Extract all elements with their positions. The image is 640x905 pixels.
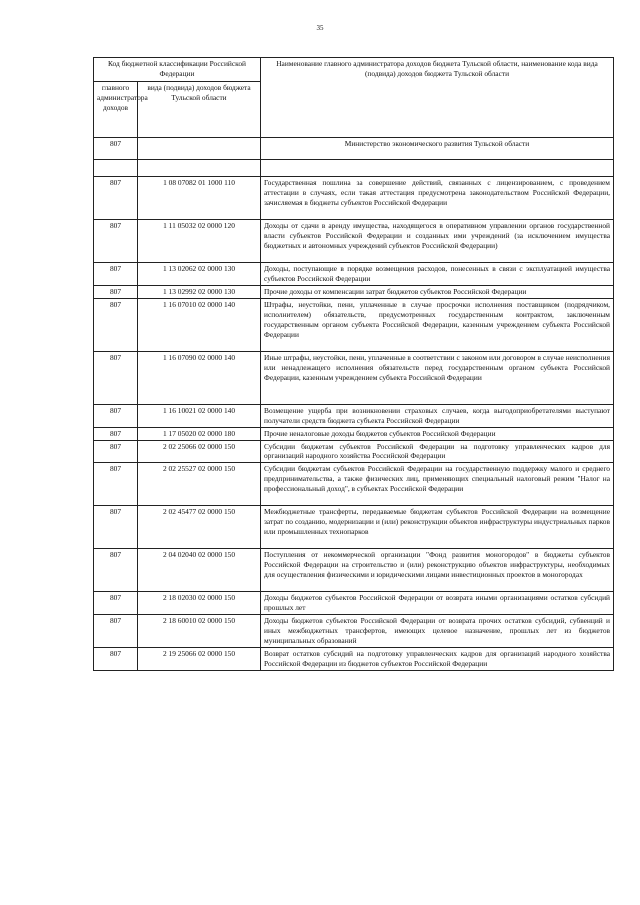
table-row — [94, 177, 614, 220]
revenue-code-cell: 1 08 07082 01 1000 110 — [138, 177, 261, 220]
revenue-code-cell: 2 02 25527 02 0000 150 — [138, 463, 261, 506]
table-row — [94, 647, 614, 670]
table-row — [94, 506, 614, 549]
spacer-row — [94, 160, 614, 177]
revenue-code-cell: 2 19 25066 02 0000 150 — [138, 647, 261, 670]
revenue-name-cell: Межбюджетные трансферты, передаваемые бюджетам субъектов Российской Федерации на возмещение затрат по созданию, модернизации и (или) реконструкции объектов инфраструктуры индустриальных парков или промышленных технопарков — [261, 506, 614, 549]
table-row — [94, 263, 614, 286]
table-row — [94, 592, 614, 615]
table-row — [94, 220, 614, 263]
revenue-name-cell: Государственная пошлина за совершение действий, связанных с лицензированием, с проведением аттестации в случаях, если такая аттестация предусмотрена законодательством Российской Федерации, зачисляемая в бюджеты субъектов Российской Федерации — [261, 177, 614, 220]
revenue-name-cell: Возврат остатков субсидий на подготовку управленческих кадров для организаций народного хозяйства Российской Федерации из бюджетов субъектов Российской Федерации — [261, 647, 614, 670]
revenue-code-cell: 2 18 60010 02 0000 150 — [138, 615, 261, 648]
revenue-name-cell: Штрафы, неустойки, пени, уплаченные в случае просрочки исполнения поставщиком (подрядчиком, исполнителем) обязательств, предусмотренных государственным контрактом, заключенным государственным органом субъекта Российской Федерации, казенным учреждением субъекта Российской Федерации — [261, 298, 614, 351]
revenue-code-cell: 2 18 02030 02 0000 150 — [138, 592, 261, 615]
admin-code-cell: 807 — [94, 592, 138, 615]
revenue-code-cell: 2 02 45477 02 0000 150 — [138, 506, 261, 549]
revenue-name-cell: Доходы бюджетов субъектов Российской Федерации от возврата прочих остатков субсидий, субвенций и иных межбюджетных трансфертов, имеющих целевое назначение, прошлых лет из бюджетов муниципальных образований — [261, 615, 614, 648]
table-row — [94, 298, 614, 351]
revenue-code-cell: 1 11 05032 02 0000 120 — [138, 220, 261, 263]
revenue-code-cell: 1 13 02992 02 0000 130 — [138, 285, 261, 298]
admin-code-cell: 807 — [94, 351, 138, 404]
table-row — [94, 615, 614, 648]
revenue-code-cell: 1 16 10021 02 0000 140 — [138, 404, 261, 427]
admin-code-cell: 807 — [94, 177, 138, 220]
revenue-code-cell: 2 02 25066 02 0000 150 — [138, 440, 261, 463]
table-row — [94, 404, 614, 427]
ministry-name-cell: Министерство экономического развития Тульской области — [261, 138, 614, 160]
table-body — [94, 177, 614, 671]
table-row — [94, 440, 614, 463]
revenue-name-cell: Доходы бюджетов субъектов Российской Федерации от возврата иными организациями остатков субсидий прошлых лет — [261, 592, 614, 615]
table-row — [94, 285, 614, 298]
revenue-code-cell: 1 16 07090 02 0000 140 — [138, 351, 261, 404]
revenue-name-cell: Субсидии бюджетам субъектов Российской Федерации на государственную поддержку малого и среднего предпринимательства, а также физических лиц, применяющих специальный налоговый режим "Налог на профессиональный доход", в субъектах Российской Федерации — [261, 463, 614, 506]
header-code-group: Код бюджетной классификации Российской Федерации — [94, 58, 261, 82]
revenue-code-cell: 1 16 07010 02 0000 140 — [138, 298, 261, 351]
revenue-code-cell: 2 04 02040 02 0000 150 — [138, 549, 261, 592]
admin-code-cell: 807 — [94, 440, 138, 463]
revenue-name-cell: Субсидии бюджетам субъектов Российской Федерации на подготовку управленческих кадров для организаций народного хозяйства Российской Федерации — [261, 440, 614, 463]
admin-code-cell: 807 — [94, 220, 138, 263]
admin-code-cell: 807 — [94, 647, 138, 670]
table-row — [94, 549, 614, 592]
header-name: Наименование главного администратора доходов бюджета Тульской области, наименование кода вида (подвида) доходов бюджета Тульской области — [261, 58, 614, 138]
revenue-codes-table — [93, 57, 614, 671]
header-revenue-code: вида (подвида) доходов бюджета Тульской области — [138, 82, 261, 138]
admin-code-cell: 807 — [94, 263, 138, 286]
table-row — [94, 351, 614, 404]
page-number: 35 — [316, 24, 324, 32]
revenue-name-cell: Возмещение ущерба при возникновении страховых случаев, когда выгодоприобретателями выступают получатели средств бюджета субъекта Российской Федерации — [261, 404, 614, 427]
table-row-ministry — [94, 138, 614, 160]
admin-code-cell: 807 — [94, 506, 138, 549]
table-row — [94, 463, 614, 506]
admin-code-cell: 807 — [94, 427, 138, 440]
table-row — [94, 427, 614, 440]
revenue-name-cell: Поступления от некоммерческой организации "Фонд развития моногородов" в бюджеты субъектов Российской Федерации на строительство и (или) реконструкцию объектов инфраструктуры, необходимых для осуществления физическими и юридическими лицами инвестиционных проектов в моногородах — [261, 549, 614, 592]
admin-code-cell: 807 — [94, 285, 138, 298]
revenue-name-cell: Доходы от сдачи в аренду имущества, находящегося в оперативном управлении органов государственной власти субъектов Российской Федерации и созданных ими учреждений (за исключением имущества бюджетных и автономных учреждений субъектов Российской Федерации) — [261, 220, 614, 263]
header-admin-code: главного администратора доходов — [94, 82, 138, 138]
revenue-code-cell — [138, 138, 261, 160]
revenue-name-cell: Иные штрафы, неустойки, пени, уплаченные в соответствии с законом или договором в случае неисполнения или ненадлежащего исполнения обязательств перед государственным органом субъекта Российской Федерации, казенным учреждением субъекта Российской Федерации — [261, 351, 614, 404]
admin-code-cell: 807 — [94, 615, 138, 648]
admin-code-cell: 807 — [94, 549, 138, 592]
admin-code-cell: 807 — [94, 404, 138, 427]
revenue-name-cell: Доходы, поступающие в порядке возмещения расходов, понесенных в связи с эксплуатацией имущества субъектов Российской Федерации — [261, 263, 614, 286]
revenue-code-cell: 1 13 02062 02 0000 130 — [138, 263, 261, 286]
revenue-name-cell: Прочие неналоговые доходы бюджетов субъектов Российской Федерации — [261, 427, 614, 440]
admin-code-cell: 807 — [94, 138, 138, 160]
revenue-code-cell: 1 17 05020 02 0000 180 — [138, 427, 261, 440]
revenue-name-cell: Прочие доходы от компенсации затрат бюджетов субъектов Российской Федерации — [261, 285, 614, 298]
admin-code-cell: 807 — [94, 463, 138, 506]
admin-code-cell: 807 — [94, 298, 138, 351]
